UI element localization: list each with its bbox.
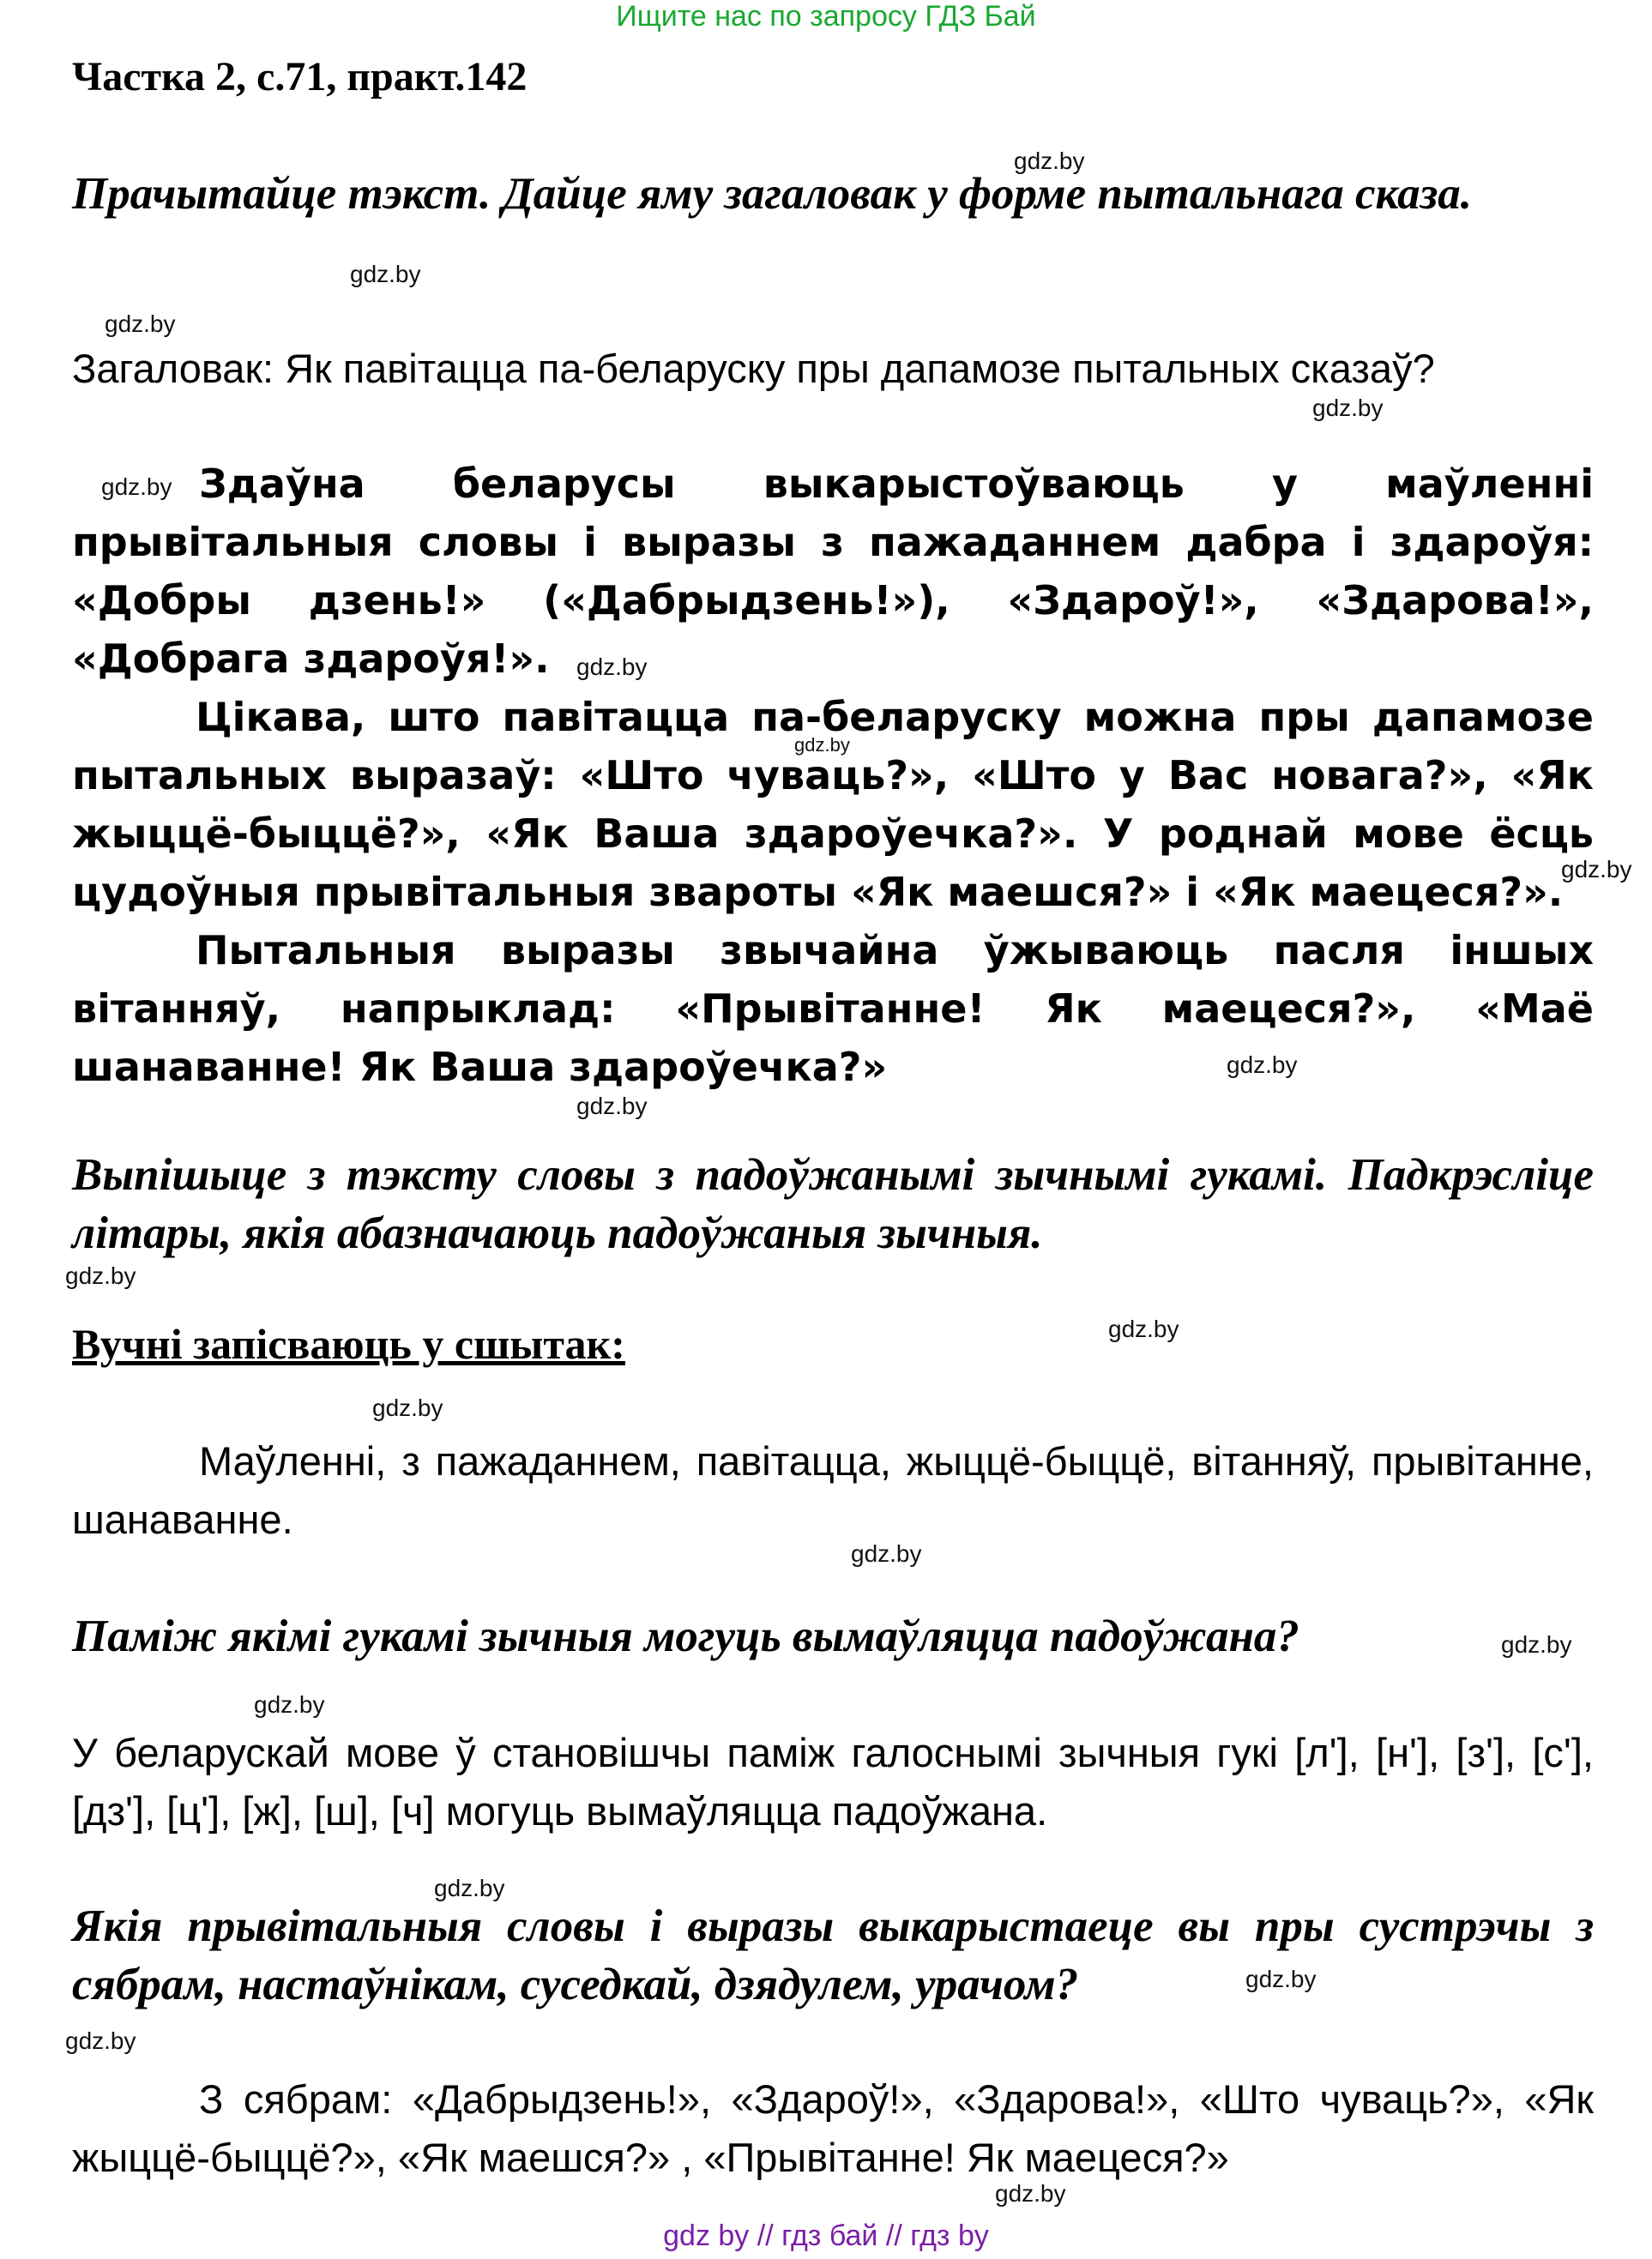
watermark: gdz.by (1312, 395, 1384, 421)
watermark: gdz.by (1108, 1316, 1179, 1342)
text-paragraph-3: Пытальныя выразы звычайна ўжываюць пасля іншых вітанняў, напрыклад: «Прывітанне! Як маецеся?», «Маё шанаванне! Як Ваша здароўечка?» (72, 927, 1594, 1090)
watermark: gdz.by (576, 654, 648, 680)
task-4: Якія прывітальныя словы і выразы выкарыстаеце вы пры сустрэчы з сябрам, настаўнікам, суседкай, дзядулем, урачом? (72, 1901, 1594, 2009)
watermark: gdz.by (1245, 1966, 1317, 1992)
watermark: gdz.by (1227, 1051, 1298, 1078)
watermark: gdz.by (350, 261, 421, 287)
watermark: gdz.by (105, 310, 176, 337)
text-paragraph-1: Здаўна беларусы выкарыстоўваюць у маўленні прывітальныя словы і выразы з пажаданнем дабра і здароўя: «Добры дзень!» («Дабрыдзень!»), «Здароў!», «Здарова!», «Добрага здароўя!». (72, 461, 1594, 682)
watermark: gdz.by (372, 1395, 443, 1421)
task-3: Паміж якімі гукамі зычныя могуць вымаўляцца падоўжана? (72, 1611, 1299, 1661)
watermark: gdz.by (794, 734, 850, 756)
reading-text (72, 455, 1594, 1096)
watermark: gdz.by (1014, 148, 1085, 174)
answer-4: З сябрам: «Дабрыдзень!», «Здароў!», «Здарова!», «Што чуваць?», «Як жыццё-быццё?», «Як маешся?» , «Прывітанне! Як маецеся?» (72, 2076, 1594, 2180)
section-label: Вучні запісваюць у сшытак: (72, 1320, 625, 1368)
answer-1: Загаловак: Як павітацца па-беларуску пры дапамозе пытальных сказаў? (72, 346, 1435, 391)
footer-links[interactable]: gdz by // гдз бай // гдз by (663, 2220, 989, 2252)
watermark: gdz.by (576, 1093, 648, 1119)
answer-2: Маўленні, з пажаданнем, павітацца, жыццё-быццё, вітанняў, прывітанне, шанаванне. (72, 1438, 1594, 1542)
watermark: gdz.by (254, 1691, 325, 1718)
watermark: gdz.by (851, 1540, 922, 1567)
text-paragraph-2: Цікава, што павітацца па-беларуску можна пры дапамозе пытальных выразаў: «Што чуваць?», «Што у Вас новага?», «Як жыццё-быццё?», «Як Ваша здароўечка?». У роднай мове ёсць цудоўныя прывітальныя звароты «Як маешся?» і «Як маецеся?». (72, 694, 1594, 915)
watermark: gdz.by (65, 1262, 136, 1289)
watermark: gdz.by (434, 1875, 505, 1901)
watermark: gdz.by (995, 2180, 1066, 2207)
top-banner[interactable]: Ищите нас по запросу ГДЗ Бай (616, 0, 1036, 33)
watermark: gdz.by (101, 473, 172, 500)
watermark: gdz.by (1501, 1631, 1572, 1658)
task-1: Прачытайце тэкст. Дайце яму загаловак у форме пытальнага сказа. (72, 169, 1473, 219)
watermark: gdz.by (65, 2027, 136, 2054)
page-heading: Частка 2, с.71, практ.142 (72, 54, 528, 99)
watermark: gdz.by (1561, 856, 1632, 883)
task-2: Выпішыце з тэксту словы з падоўжанымі зычнымі гукамі. Падкрэсліце літары, якія абазначаюць падоўжаныя зычныя. (72, 1150, 1594, 1258)
answer-3: У беларускай мове ў становішчы паміж галоснымі зычныя гукі [л'], [н'], [з'], [с'], [дз'], [ц'], [ж], [ш], [ч] могуць вымаўляцца падоўжана. (72, 1730, 1594, 1834)
